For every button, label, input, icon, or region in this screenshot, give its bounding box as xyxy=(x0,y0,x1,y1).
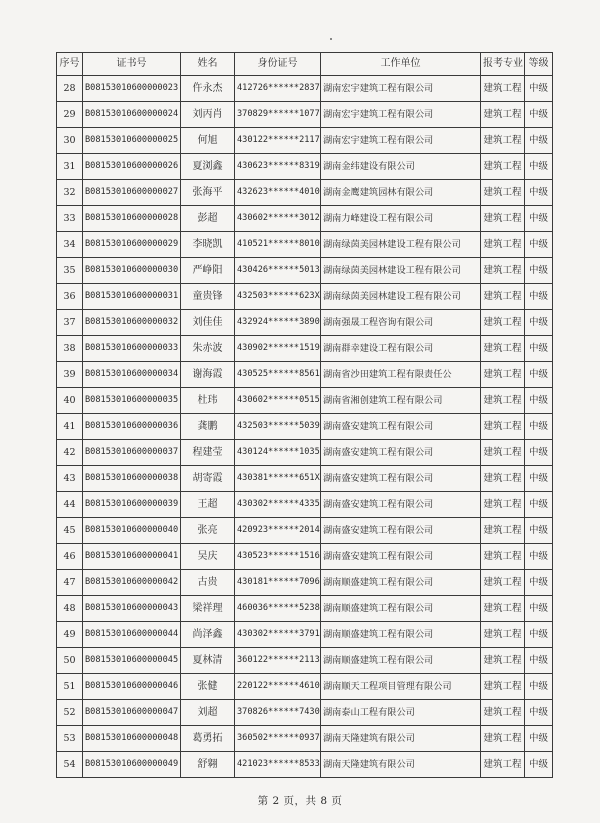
exam-major-cell: 建筑工程 xyxy=(481,336,525,362)
work-unit-cell: 湖南盛安建筑工程有限公司 xyxy=(321,492,481,518)
id-number-cell: 220122******4610 xyxy=(235,674,321,700)
row-number-cell: 46 xyxy=(57,544,83,570)
id-number-cell: 421023******8533 xyxy=(235,752,321,778)
certificate-number-cell: B08153010600000041 xyxy=(83,544,181,570)
grade-level-cell: 中级 xyxy=(525,128,553,154)
grade-level-cell: 中级 xyxy=(525,258,553,284)
row-number-cell: 49 xyxy=(57,622,83,648)
grade-level-cell: 中级 xyxy=(525,700,553,726)
id-number-cell: 412726******2837 xyxy=(235,76,321,102)
certificate-number-cell: B08153010600000032 xyxy=(83,310,181,336)
header-name: 姓名 xyxy=(181,53,235,76)
work-unit-cell: 湖南绿茵美园林建设工程有限公司 xyxy=(321,258,481,284)
work-unit-cell: 湖南盛安建筑工程有限公司 xyxy=(321,440,481,466)
row-number-cell: 44 xyxy=(57,492,83,518)
person-name-cell: 谢海霞 xyxy=(181,362,235,388)
table-row xyxy=(57,440,553,466)
id-number-cell: 430122******2117 xyxy=(235,128,321,154)
table-row xyxy=(57,674,553,700)
id-number-cell: 420923******2014 xyxy=(235,518,321,544)
scan-speck xyxy=(330,38,332,40)
person-name-cell: 张亮 xyxy=(181,518,235,544)
row-number-cell: 30 xyxy=(57,128,83,154)
header-major: 报考专业 xyxy=(481,53,525,76)
table-row xyxy=(57,492,553,518)
table-row xyxy=(57,700,553,726)
table-row xyxy=(57,622,553,648)
person-name-cell: 张海平 xyxy=(181,180,235,206)
id-number-cell: 430302******4335 xyxy=(235,492,321,518)
person-name-cell: 严峥阳 xyxy=(181,258,235,284)
work-unit-cell: 湖南力峰建设工程有限公司 xyxy=(321,206,481,232)
exam-major-cell: 建筑工程 xyxy=(481,414,525,440)
id-number-cell: 430623******8319 xyxy=(235,154,321,180)
person-name-cell: 古贵 xyxy=(181,570,235,596)
work-unit-cell: 湖南绿茵美园林建设工程有限公司 xyxy=(321,284,481,310)
certificate-number-cell: B08153010600000043 xyxy=(83,596,181,622)
work-unit-cell: 湖南顺天工程项目管理有限公司 xyxy=(321,674,481,700)
grade-level-cell: 中级 xyxy=(525,76,553,102)
id-number-cell: 432623******4010 xyxy=(235,180,321,206)
id-number-cell: 430525******8561 xyxy=(235,362,321,388)
header-no: 序号 xyxy=(57,53,83,76)
certificate-number-cell: B08153010600000040 xyxy=(83,518,181,544)
grade-level-cell: 中级 xyxy=(525,310,553,336)
exam-major-cell: 建筑工程 xyxy=(481,258,525,284)
id-number-cell: 432924******3890 xyxy=(235,310,321,336)
id-number-cell: 370826******7430 xyxy=(235,700,321,726)
grade-level-cell: 中级 xyxy=(525,440,553,466)
table-body xyxy=(57,76,553,778)
table-row xyxy=(57,128,553,154)
row-number-cell: 28 xyxy=(57,76,83,102)
id-number-cell: 430426******5013 xyxy=(235,258,321,284)
table-row xyxy=(57,310,553,336)
row-number-cell: 35 xyxy=(57,258,83,284)
exam-major-cell: 建筑工程 xyxy=(481,648,525,674)
person-name-cell: 胡寄霞 xyxy=(181,466,235,492)
work-unit-cell: 湖南顺盛建筑工程有限公司 xyxy=(321,570,481,596)
table-row xyxy=(57,388,553,414)
row-number-cell: 29 xyxy=(57,102,83,128)
table-row xyxy=(57,284,553,310)
header-level: 等级 xyxy=(525,53,553,76)
grade-level-cell: 中级 xyxy=(525,674,553,700)
exam-major-cell: 建筑工程 xyxy=(481,544,525,570)
certificate-number-cell: B08153010600000034 xyxy=(83,362,181,388)
work-unit-cell: 湖南省湘创建筑工程有限公司 xyxy=(321,388,481,414)
certificate-number-cell: B08153010600000036 xyxy=(83,414,181,440)
work-unit-cell: 湖南天隆建筑有限公司 xyxy=(321,726,481,752)
work-unit-cell: 湖南天隆建筑有限公司 xyxy=(321,752,481,778)
certificate-number-cell: B08153010600000026 xyxy=(83,154,181,180)
exam-major-cell: 建筑工程 xyxy=(481,232,525,258)
work-unit-cell: 湖南宏宇建筑工程有限公司 xyxy=(321,128,481,154)
id-number-cell: 430181******7096 xyxy=(235,570,321,596)
grade-level-cell: 中级 xyxy=(525,492,553,518)
page-footer: 第 2 页，共 8 页 xyxy=(257,795,343,807)
person-name-cell: 童贵锋 xyxy=(181,284,235,310)
certificate-number-cell: B08153010600000045 xyxy=(83,648,181,674)
exam-major-cell: 建筑工程 xyxy=(481,622,525,648)
table-row xyxy=(57,466,553,492)
row-number-cell: 31 xyxy=(57,154,83,180)
certificate-number-cell: B08153010600000024 xyxy=(83,102,181,128)
certificate-number-cell: B08153010600000035 xyxy=(83,388,181,414)
exam-major-cell: 建筑工程 xyxy=(481,700,525,726)
id-number-cell: 360122******2113 xyxy=(235,648,321,674)
certificate-roster-table xyxy=(56,52,553,778)
person-name-cell: 刘超 xyxy=(181,700,235,726)
grade-level-cell: 中级 xyxy=(525,544,553,570)
table-row xyxy=(57,102,553,128)
person-name-cell: 何旭 xyxy=(181,128,235,154)
row-number-cell: 45 xyxy=(57,518,83,544)
row-number-cell: 40 xyxy=(57,388,83,414)
grade-level-cell: 中级 xyxy=(525,336,553,362)
table-row xyxy=(57,180,553,206)
certificate-number-cell: B08153010600000030 xyxy=(83,258,181,284)
row-number-cell: 53 xyxy=(57,726,83,752)
row-number-cell: 34 xyxy=(57,232,83,258)
grade-level-cell: 中级 xyxy=(525,622,553,648)
row-number-cell: 48 xyxy=(57,596,83,622)
work-unit-cell: 湖南金纬建设有限公司 xyxy=(321,154,481,180)
id-number-cell: 430302******3791 xyxy=(235,622,321,648)
person-name-cell: 梁祥理 xyxy=(181,596,235,622)
work-unit-cell: 湖南顺盛建筑工程有限公司 xyxy=(321,648,481,674)
row-number-cell: 39 xyxy=(57,362,83,388)
work-unit-cell: 湖南盛安建筑工程有限公司 xyxy=(321,518,481,544)
id-number-cell: 432503******623X xyxy=(235,284,321,310)
grade-level-cell: 中级 xyxy=(525,232,553,258)
person-name-cell: 夏林清 xyxy=(181,648,235,674)
grade-level-cell: 中级 xyxy=(525,180,553,206)
exam-major-cell: 建筑工程 xyxy=(481,518,525,544)
person-name-cell: 朱赤波 xyxy=(181,336,235,362)
person-name-cell: 吴庆 xyxy=(181,544,235,570)
table-row xyxy=(57,544,553,570)
table-row xyxy=(57,570,553,596)
certificate-number-cell: B08153010600000039 xyxy=(83,492,181,518)
grade-level-cell: 中级 xyxy=(525,648,553,674)
id-number-cell: 370829******1077 xyxy=(235,102,321,128)
table-row xyxy=(57,518,553,544)
id-number-cell: 430602******3012 xyxy=(235,206,321,232)
row-number-cell: 54 xyxy=(57,752,83,778)
certificate-number-cell: B08153010600000047 xyxy=(83,700,181,726)
work-unit-cell: 湖南群幸建设工程有限公司 xyxy=(321,336,481,362)
certificate-number-cell: B08153010600000029 xyxy=(83,232,181,258)
person-name-cell: 龚鹏 xyxy=(181,414,235,440)
header-id: 身份证号 xyxy=(235,53,321,76)
exam-major-cell: 建筑工程 xyxy=(481,466,525,492)
person-name-cell: 夏浏鑫 xyxy=(181,154,235,180)
exam-major-cell: 建筑工程 xyxy=(481,76,525,102)
person-name-cell: 彭超 xyxy=(181,206,235,232)
row-number-cell: 43 xyxy=(57,466,83,492)
certificate-number-cell: B08153010600000037 xyxy=(83,440,181,466)
id-number-cell: 460036******5238 xyxy=(235,596,321,622)
person-name-cell: 仵永杰 xyxy=(181,76,235,102)
grade-level-cell: 中级 xyxy=(525,206,553,232)
exam-major-cell: 建筑工程 xyxy=(481,128,525,154)
table-row xyxy=(57,726,553,752)
certificate-number-cell: B08153010600000044 xyxy=(83,622,181,648)
id-number-cell: 410521******8010 xyxy=(235,232,321,258)
work-unit-cell: 湖南泰山工程有限公司 xyxy=(321,700,481,726)
exam-major-cell: 建筑工程 xyxy=(481,570,525,596)
certificate-number-cell: B08153010600000046 xyxy=(83,674,181,700)
person-name-cell: 葛勇拓 xyxy=(181,726,235,752)
grade-level-cell: 中级 xyxy=(525,154,553,180)
work-unit-cell: 湖南宏宇建筑工程有限公司 xyxy=(321,102,481,128)
row-number-cell: 50 xyxy=(57,648,83,674)
table-row xyxy=(57,258,553,284)
person-name-cell: 杜玮 xyxy=(181,388,235,414)
exam-major-cell: 建筑工程 xyxy=(481,388,525,414)
id-number-cell: 430902******1519 xyxy=(235,336,321,362)
row-number-cell: 52 xyxy=(57,700,83,726)
person-name-cell: 张健 xyxy=(181,674,235,700)
person-name-cell: 舒翱 xyxy=(181,752,235,778)
id-number-cell: 430381******651X xyxy=(235,466,321,492)
work-unit-cell: 湖南强晟工程咨询有限公司 xyxy=(321,310,481,336)
work-unit-cell: 湖南宏宇建筑工程有限公司 xyxy=(321,76,481,102)
exam-major-cell: 建筑工程 xyxy=(481,726,525,752)
person-name-cell: 尚泽鑫 xyxy=(181,622,235,648)
id-number-cell: 360502******0937 xyxy=(235,726,321,752)
grade-level-cell: 中级 xyxy=(525,362,553,388)
exam-major-cell: 建筑工程 xyxy=(481,102,525,128)
certificate-number-cell: B08153010600000028 xyxy=(83,206,181,232)
table-header-row xyxy=(57,53,553,76)
row-number-cell: 38 xyxy=(57,336,83,362)
table-row xyxy=(57,336,553,362)
work-unit-cell: 湖南顺盛建筑工程有限公司 xyxy=(321,596,481,622)
certificate-number-cell: B08153010600000027 xyxy=(83,180,181,206)
row-number-cell: 32 xyxy=(57,180,83,206)
table-row xyxy=(57,414,553,440)
person-name-cell: 李晓凯 xyxy=(181,232,235,258)
person-name-cell: 刘丙肖 xyxy=(181,102,235,128)
exam-major-cell: 建筑工程 xyxy=(481,674,525,700)
row-number-cell: 37 xyxy=(57,310,83,336)
person-name-cell: 王超 xyxy=(181,492,235,518)
exam-major-cell: 建筑工程 xyxy=(481,284,525,310)
table-row xyxy=(57,154,553,180)
id-number-cell: 432503******5039 xyxy=(235,414,321,440)
work-unit-cell: 湖南盛安建筑工程有限公司 xyxy=(321,544,481,570)
row-number-cell: 33 xyxy=(57,206,83,232)
exam-major-cell: 建筑工程 xyxy=(481,180,525,206)
table-row xyxy=(57,232,553,258)
table-row xyxy=(57,362,553,388)
certificate-number-cell: B08153010600000049 xyxy=(83,752,181,778)
id-number-cell: 430602******0515 xyxy=(235,388,321,414)
row-number-cell: 51 xyxy=(57,674,83,700)
exam-major-cell: 建筑工程 xyxy=(481,440,525,466)
certificate-number-cell: B08153010600000038 xyxy=(83,466,181,492)
row-number-cell: 41 xyxy=(57,414,83,440)
table-row xyxy=(57,596,553,622)
grade-level-cell: 中级 xyxy=(525,596,553,622)
work-unit-cell: 湖南盛安建筑工程有限公司 xyxy=(321,414,481,440)
certificate-number-cell: B08153010600000042 xyxy=(83,570,181,596)
grade-level-cell: 中级 xyxy=(525,752,553,778)
table-row xyxy=(57,76,553,102)
id-number-cell: 430124******1035 xyxy=(235,440,321,466)
grade-level-cell: 中级 xyxy=(525,414,553,440)
grade-level-cell: 中级 xyxy=(525,570,553,596)
header-cert: 证书号 xyxy=(83,53,181,76)
exam-major-cell: 建筑工程 xyxy=(481,310,525,336)
table-row xyxy=(57,752,553,778)
person-name-cell: 程建莹 xyxy=(181,440,235,466)
work-unit-cell: 湖南绿茵美园林建设工程有限公司 xyxy=(321,232,481,258)
person-name-cell: 刘佳佳 xyxy=(181,310,235,336)
certificate-number-cell: B08153010600000033 xyxy=(83,336,181,362)
certificate-number-cell: B08153010600000023 xyxy=(83,76,181,102)
table-row xyxy=(57,206,553,232)
grade-level-cell: 中级 xyxy=(525,388,553,414)
grade-level-cell: 中级 xyxy=(525,284,553,310)
certificate-number-cell: B08153010600000048 xyxy=(83,726,181,752)
header-org: 工作单位 xyxy=(321,53,481,76)
row-number-cell: 36 xyxy=(57,284,83,310)
work-unit-cell: 湖南盛安建筑工程有限公司 xyxy=(321,466,481,492)
grade-level-cell: 中级 xyxy=(525,102,553,128)
certificate-number-cell: B08153010600000025 xyxy=(83,128,181,154)
row-number-cell: 47 xyxy=(57,570,83,596)
exam-major-cell: 建筑工程 xyxy=(481,752,525,778)
exam-major-cell: 建筑工程 xyxy=(481,362,525,388)
table-row xyxy=(57,648,553,674)
exam-major-cell: 建筑工程 xyxy=(481,154,525,180)
id-number-cell: 430523******1516 xyxy=(235,544,321,570)
grade-level-cell: 中级 xyxy=(525,466,553,492)
grade-level-cell: 中级 xyxy=(525,518,553,544)
grade-level-cell: 中级 xyxy=(525,726,553,752)
certificate-number-cell: B08153010600000031 xyxy=(83,284,181,310)
exam-major-cell: 建筑工程 xyxy=(481,492,525,518)
row-number-cell: 42 xyxy=(57,440,83,466)
work-unit-cell: 湖南金鹰建筑园林有限公司 xyxy=(321,180,481,206)
exam-major-cell: 建筑工程 xyxy=(481,206,525,232)
work-unit-cell: 湖南省沙田建筑工程有限责任公 xyxy=(321,362,481,388)
work-unit-cell: 湖南顺盛建筑工程有限公司 xyxy=(321,622,481,648)
exam-major-cell: 建筑工程 xyxy=(481,596,525,622)
